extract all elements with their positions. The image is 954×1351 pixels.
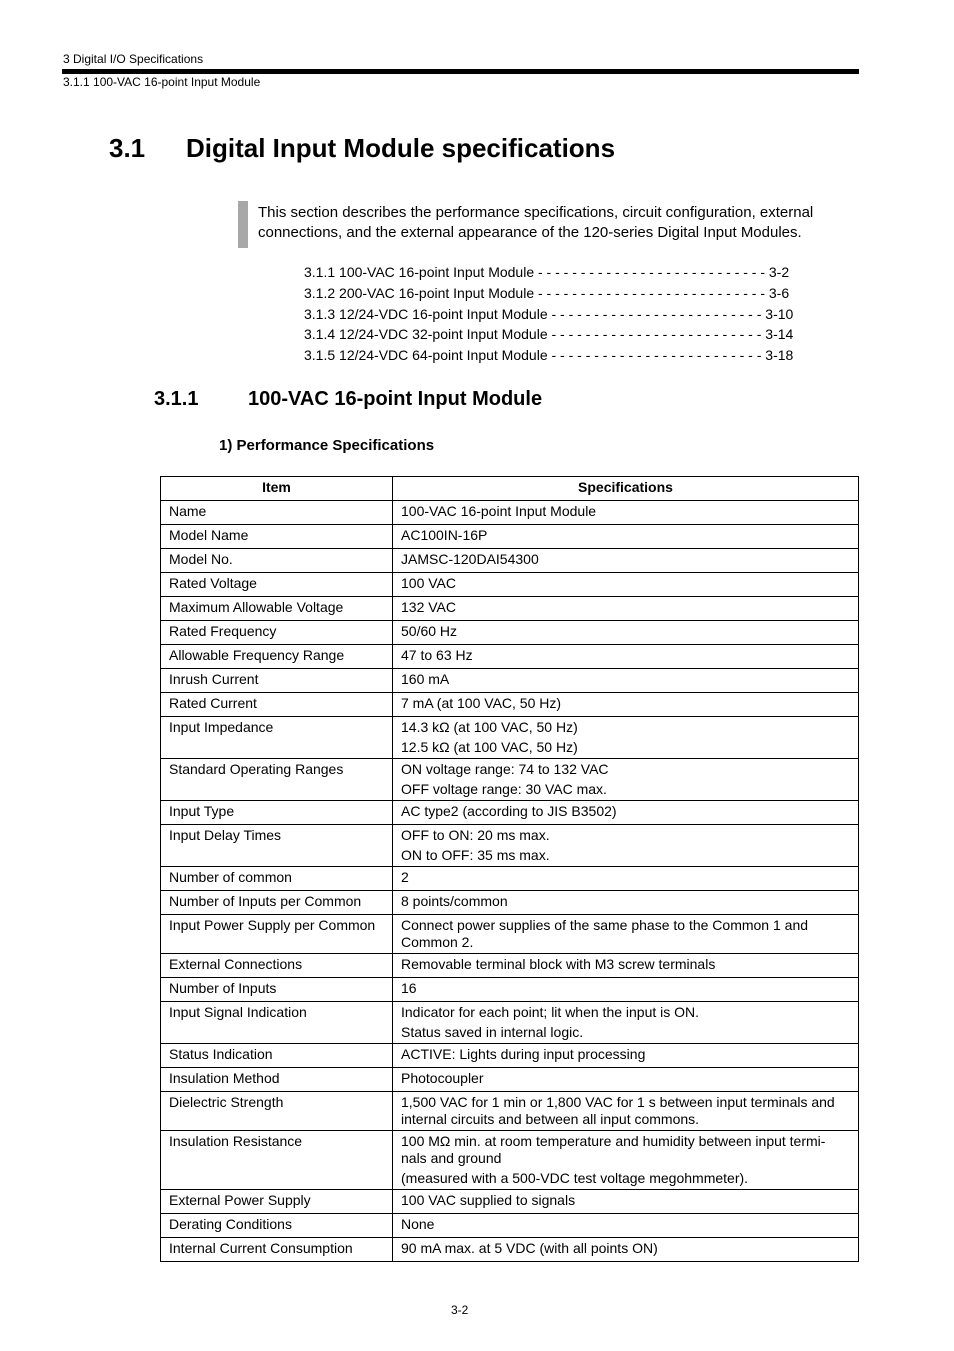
table-row [161, 801, 859, 825]
table-row [161, 1002, 859, 1044]
spec-cell [393, 621, 859, 645]
table-header-row [161, 477, 859, 501]
spec-cell [393, 825, 859, 867]
item-cell: External Power Supply [161, 1190, 393, 1214]
spec-cell [393, 759, 859, 801]
toc-item[interactable]: 3.1.5 12/24-VDC 64-point Input Module - - - - - - - - - - - - - - - - - - - - - - - - - 3-18 [304, 347, 794, 364]
section-toc [304, 262, 816, 366]
table-row [161, 1214, 859, 1238]
running-header-section: 3.1.1 100-VAC 16-point Input Module [63, 75, 261, 89]
header-rule [62, 69, 859, 74]
spec-line-secondary: (measured with a 500-VDC test voltage megohmmeter). [401, 1170, 749, 1186]
toc-item[interactable]: 3.1.2 200-VAC 16-point Input Module - - - - - - - - - - - - - - - - - - - - - - - - - - - 3-6 [304, 284, 790, 301]
spec-cell [393, 1044, 859, 1068]
table-row [161, 915, 859, 954]
toc-item[interactable]: 3.1.4 12/24-VDC 32-point Input Module - - - - - - - - - - - - - - - - - - - - - - - - - 3-14 [304, 326, 794, 343]
page-number: 3-2 [451, 1303, 469, 1317]
spec-line: Indicator for each point; lit when the input is ON. [401, 1004, 700, 1020]
subsection-heading [154, 388, 542, 411]
spec-cell [393, 573, 859, 597]
spec-cell [393, 1131, 859, 1190]
spec-line: 132 VAC [401, 599, 456, 615]
spec-line: 2 [401, 869, 409, 885]
table-row [161, 525, 859, 549]
table-row [161, 621, 859, 645]
table-row [161, 693, 859, 717]
table-row [161, 954, 859, 978]
table-row [161, 978, 859, 1002]
spec-line: AC type2 (according to JIS B3502) [401, 803, 617, 819]
spec-line: 8 points/common [401, 893, 508, 909]
item-cell: Input Signal Indication [161, 1002, 393, 1044]
intro-paragraph: This section describes the performance specifications, circuit configuration, external connections, and the external appearance of the 120-series Digital Input Modules. [258, 204, 814, 241]
spec-line: 16 [401, 980, 417, 996]
table-row [161, 1131, 859, 1190]
item-cell: Model Name [161, 525, 393, 549]
table-row [161, 867, 859, 891]
table-row [161, 759, 859, 801]
item-cell: Number of common [161, 867, 393, 891]
item-cell: Internal Current Consumption [161, 1238, 393, 1262]
spec-cell [393, 1238, 859, 1262]
item-cell: Rated Current [161, 693, 393, 717]
item-cell: Input Impedance [161, 717, 393, 759]
intro-sidebar-bar [238, 201, 248, 248]
item-cell: Standard Operating Ranges [161, 759, 393, 801]
table-row [161, 1092, 859, 1131]
spec-line-secondary: OFF voltage range: 30 VAC max. [401, 781, 607, 797]
item-cell: Allowable Frequency Range [161, 645, 393, 669]
item-cell: Rated Frequency [161, 621, 393, 645]
spec-line: ACTIVE: Lights during input processing [401, 1046, 646, 1062]
spec-line-secondary: ON to OFF: 35 ms max. [401, 847, 550, 863]
running-header-chapter: 3 Digital I/O Specifications [63, 52, 204, 66]
spec-line: 1,500 VAC for 1 min or 1,800 VAC for 1 s between input terminals and internal circuits and between all input commons. [401, 1094, 835, 1127]
spec-line: 100 MΩ min. at room temperature and humidity between input termi-nals and ground [401, 1133, 826, 1166]
table-row [161, 825, 859, 867]
spec-cell [393, 1092, 859, 1131]
page-title-number: 3.1 [109, 133, 146, 163]
spec-line: 50/60 Hz [401, 623, 458, 639]
item-cell: Derating Conditions [161, 1214, 393, 1238]
table-row [161, 1068, 859, 1092]
spec-cell [393, 501, 859, 525]
spec-cell [393, 891, 859, 915]
spec-cell [393, 915, 859, 954]
performance-specifications-heading: 1) Performance Specifications [219, 437, 435, 454]
item-cell: Maximum Allowable Voltage [161, 597, 393, 621]
spec-line: AC100IN-16P [401, 527, 488, 543]
spec-cell [393, 1002, 859, 1044]
spec-cell [393, 693, 859, 717]
item-cell: Rated Voltage [161, 573, 393, 597]
spec-line: 7 mA (at 100 VAC, 50 Hz) [401, 695, 562, 711]
table-row [161, 645, 859, 669]
table-row [161, 597, 859, 621]
spec-line-secondary: Status saved in internal logic. [401, 1024, 584, 1040]
item-cell: Input Power Supply per Common [161, 915, 393, 954]
item-cell: Inrush Current [161, 669, 393, 693]
item-cell: Input Delay Times [161, 825, 393, 867]
spec-line: 14.3 kΩ (at 100 VAC, 50 Hz) [401, 719, 578, 735]
table-row [161, 891, 859, 915]
table-row [161, 717, 859, 759]
table-row [161, 669, 859, 693]
table-row [161, 1044, 859, 1068]
spec-line-secondary: 12.5 kΩ (at 100 VAC, 50 Hz) [401, 739, 578, 755]
spec-cell [393, 1214, 859, 1238]
item-cell: Insulation Resistance [161, 1131, 393, 1190]
column-header-specifications: Specifications [393, 477, 859, 501]
spec-line: 160 mA [401, 671, 450, 687]
spec-cell [393, 1068, 859, 1092]
item-cell: Number of Inputs [161, 978, 393, 1002]
spec-cell [393, 645, 859, 669]
item-cell: Insulation Method [161, 1068, 393, 1092]
spec-line: ON voltage range: 74 to 132 VAC [401, 761, 609, 777]
subsection-number: 3.1.1 [154, 388, 199, 410]
item-cell: External Connections [161, 954, 393, 978]
spec-cell [393, 525, 859, 549]
item-cell: Name [161, 501, 393, 525]
item-cell: Model No. [161, 549, 393, 573]
spec-cell [393, 978, 859, 1002]
table-row [161, 1238, 859, 1262]
spec-line: None [401, 1216, 435, 1232]
spec-line: 100 VAC [401, 575, 456, 591]
spec-cell [393, 549, 859, 573]
toc-item[interactable]: 3.1.3 12/24-VDC 16-point Input Module - - - - - - - - - - - - - - - - - - - - - - - - - 3-10 [304, 305, 794, 322]
spec-line: 47 to 63 Hz [401, 647, 473, 663]
table-row [161, 1190, 859, 1214]
spec-cell [393, 597, 859, 621]
spec-cell [393, 717, 859, 759]
spec-cell [393, 954, 859, 978]
item-cell: Number of Inputs per Common [161, 891, 393, 915]
item-cell: Input Type [161, 801, 393, 825]
spec-line: 100 VAC supplied to signals [401, 1192, 576, 1208]
spec-line: JAMSC-120DAI54300 [401, 551, 539, 567]
spec-line: OFF to ON: 20 ms max. [401, 827, 550, 843]
item-cell: Dielectric Strength [161, 1092, 393, 1131]
table-body [161, 501, 859, 1262]
spec-line: Removable terminal block with M3 screw terminals [401, 956, 716, 972]
spec-line: Photocoupler [401, 1070, 484, 1086]
spec-cell [393, 801, 859, 825]
spec-line: Connect power supplies of the same phase to the Common 1 and Common 2. [401, 917, 809, 950]
spec-line: 90 mA max. at 5 VDC (with all points ON) [401, 1240, 658, 1256]
specifications-table [160, 476, 859, 1262]
page-title [109, 133, 615, 164]
table-row [161, 573, 859, 597]
spec-cell [393, 867, 859, 891]
spec-line: 100-VAC 16-point Input Module [401, 503, 597, 519]
table-row [161, 549, 859, 573]
table-row [161, 501, 859, 525]
column-header-item: Item [161, 477, 393, 501]
toc-item[interactable]: 3.1.1 100-VAC 16-point Input Module - - - - - - - - - - - - - - - - - - - - - - - - - - - 3-2 [304, 264, 790, 280]
spec-cell [393, 1190, 859, 1214]
page-title-text: Digital Input Module specifications [186, 133, 616, 163]
item-cell: Status Indication [161, 1044, 393, 1068]
subsection-text: 100-VAC 16-point Input Module [248, 388, 543, 410]
spec-cell [393, 669, 859, 693]
